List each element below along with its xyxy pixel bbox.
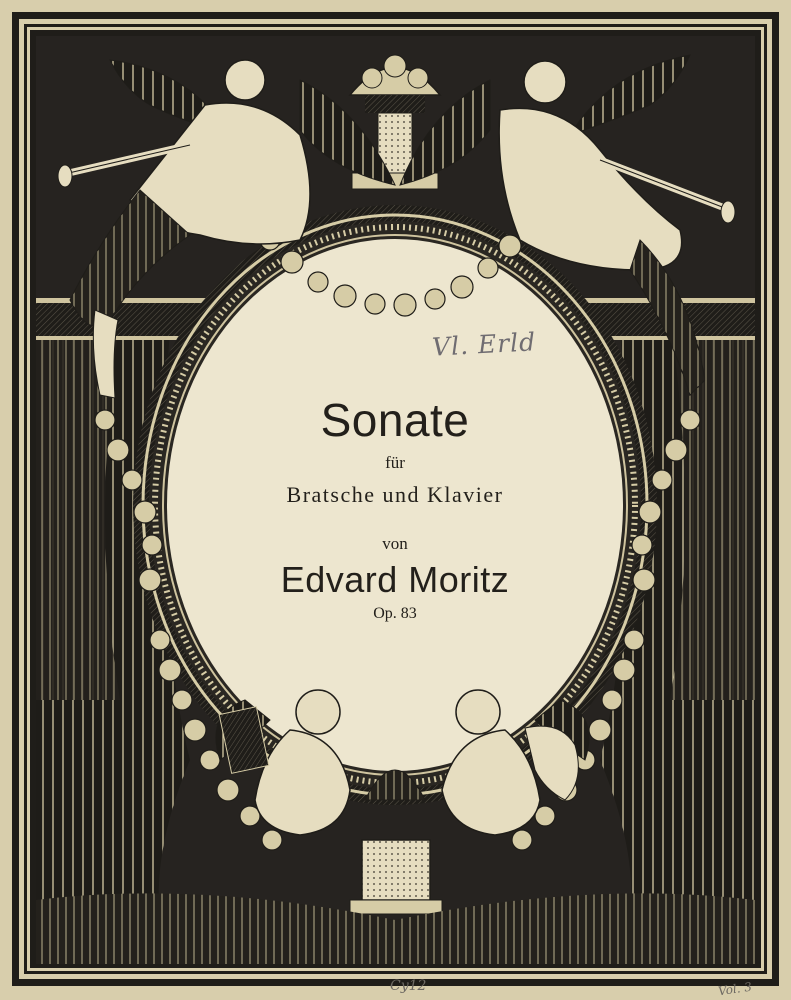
pencil-annotation-corner: Vol. 3 (717, 979, 753, 999)
for-label: für (385, 453, 405, 472)
title-block (200, 390, 590, 624)
opus-number: Op. 83 (373, 605, 417, 622)
composer-name: Edvard Moritz (280, 559, 510, 600)
instrumentation: Bratsche und Klavier (286, 482, 504, 507)
pencil-annotation-top: Vl. Erld (431, 327, 537, 362)
work-title: Sonate (320, 394, 470, 446)
pencil-annotation-bottom: Cy12 (390, 978, 427, 994)
by-label: von (382, 534, 408, 553)
